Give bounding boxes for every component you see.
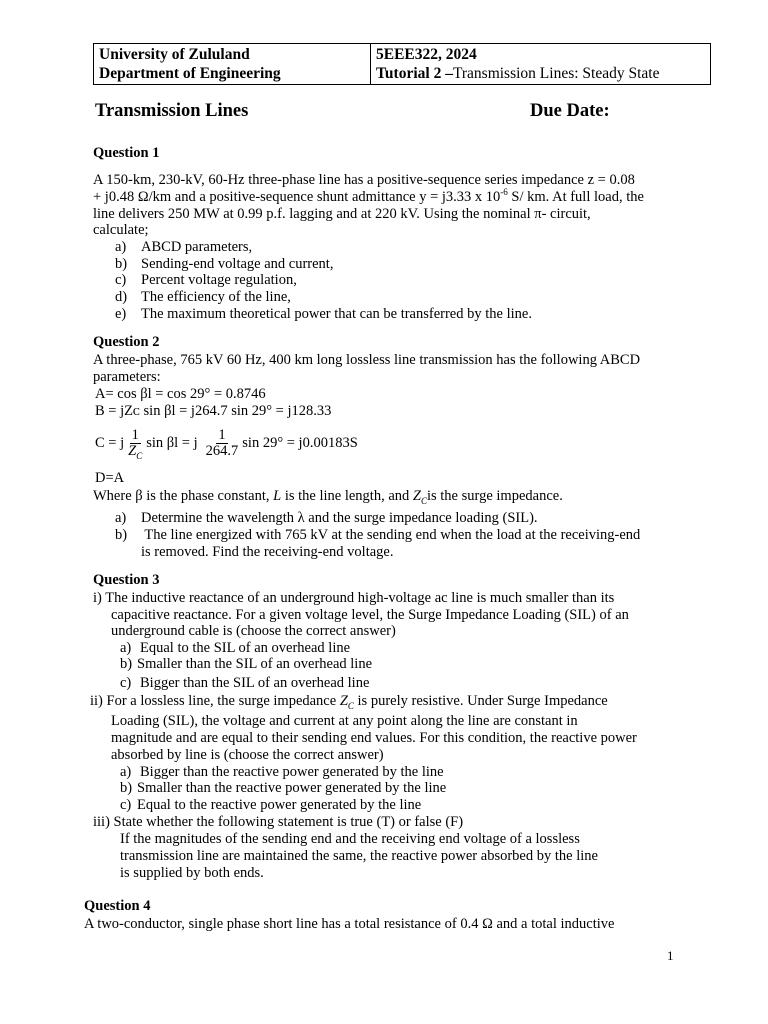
q3-ii-line-2: Loading (SIL), the voltage and current at any point along the line are constant in xyxy=(111,713,578,729)
q1-line-3: line delivers 250 MW at 0.99 p.f. lagging and at 220 kV. Using the nominal π- circuit, xyxy=(93,206,591,222)
q2-equation-a: A= cos βl = cos 29° = 0.8746 xyxy=(95,386,266,402)
university-name: University of Zululand xyxy=(99,46,250,63)
q1-line-4: calculate; xyxy=(93,222,149,238)
q3-ii-option-c: c) Equal to the reactive power generated by the line xyxy=(120,797,422,813)
q3-i-line-3: underground cable is (choose the correct answer) xyxy=(111,623,396,639)
q3-iii-line-4: is supplied by both ends. xyxy=(120,865,264,881)
due-date-label: Due Date: xyxy=(530,101,610,121)
q2-line-2: parameters: xyxy=(93,369,161,385)
q1-item-c: c) Percent voltage regulation, xyxy=(115,272,297,288)
question-3-heading: Question 3 xyxy=(93,572,160,588)
q2-equation-b: B = jZᴄ sin βl = j264.7 sin 29° = j128.33 xyxy=(95,403,332,419)
q3-ii-line-3: magnitude and are equal to their sending end values. For this condition, the reactive power xyxy=(111,730,637,746)
header-left-cell xyxy=(94,44,371,84)
question-1-heading: Question 1 xyxy=(93,145,160,161)
q3-ii-option-b: b) Smaller than the reactive power generated by the line xyxy=(120,780,447,796)
page-number: 1 xyxy=(667,948,674,963)
q2-where-line: Where β is the phase constant, L is the line length, and $Z_Cis$ the surge impedance. xyxy=(93,488,563,506)
q1-item-a: a) ABCD parameters, xyxy=(115,239,253,255)
q3-iii-line-3: transmission line are maintained the same, the reactive power absorbed by the line xyxy=(120,848,598,864)
q3-ii-line-4: absorbed by line is (choose the correct answer) xyxy=(111,747,384,763)
q2-item-b: b) The line energized with 765 kV at the sending end when the load at the receiving-end xyxy=(115,527,641,543)
q1-item-e: e) The maximum theoretical power that can be transferred by the line. xyxy=(115,306,532,322)
question-2-heading: Question 2 xyxy=(93,334,160,350)
q3-i-line-1: i) The inductive reactance of an underground high-voltage ac line is much smaller than its xyxy=(93,590,615,606)
q1-line-2: + j0.48 Ω/km and a positive-sequence shunt admittance y = j3.33 x $10^{-6}$ S/ km. At full load, the xyxy=(93,187,644,205)
tutorial-title: Tutorial 2 –Transmission Lines: Steady State xyxy=(376,65,660,82)
q3-i-option-a: a) Equal to the SIL of an overhead line xyxy=(120,640,351,656)
q3-i-line-2: capacitive reactance. For a given voltage level, the Surge Impedance Loading (SIL) of an xyxy=(111,607,629,623)
question-4-heading: Question 4 xyxy=(84,898,151,914)
q1-item-d: d) The efficiency of the line, xyxy=(115,289,291,305)
course-code: 5EEE322, 2024 xyxy=(376,46,477,63)
q3-i-option-c: c) Bigger than the SIL of an overhead line xyxy=(120,675,370,691)
q3-ii-line-1: ii) For a lossless line, the surge impedance $Z_C$ is purely resistive. Under Surge Impedance xyxy=(90,693,608,711)
q3-i-option-b: b) Smaller than the SIL of an overhead line xyxy=(120,656,373,672)
header-right-cell xyxy=(371,44,710,84)
department-name: Department of Engineering xyxy=(99,65,281,82)
q2-equation-c: C = j $\frac{1}{Z_C}$ sin βl = j $\frac{1}{264.7}$ sin 29° = j0.00183S xyxy=(95,427,358,461)
q1-line-1: A 150-km, 230-kV, 60-Hz three-phase line has a positive-sequence series impedance z = 0.08 xyxy=(93,172,635,188)
document-title: Transmission Lines xyxy=(95,101,249,121)
q1-item-b: b) Sending-end voltage and current, xyxy=(115,256,334,272)
q2-item-b-continued: is removed. Find the receiving-end voltage. xyxy=(141,544,394,560)
q2-item-a: a) Determine the wavelength λ and the surge impedance loading (SIL). xyxy=(115,510,538,526)
q3-ii-option-a: a) Bigger than the reactive power generated by the line xyxy=(120,764,444,780)
q3-iii-line-2: If the magnitudes of the sending end and the receiving end voltage of a lossless xyxy=(120,831,580,847)
q2-equation-d: D=A xyxy=(95,470,125,486)
q2-line-1: A three-phase, 765 kV 60 Hz, 400 km long lossless line transmission has the following ABCD xyxy=(93,352,641,368)
header-table xyxy=(93,43,711,85)
q3-iii-line-1: iii) State whether the following statement is true (T) or false (F) xyxy=(93,814,464,830)
q4-line-1: A two-conductor, single phase short line has a total resistance of 0.4 Ω and a total inductive xyxy=(84,916,615,932)
